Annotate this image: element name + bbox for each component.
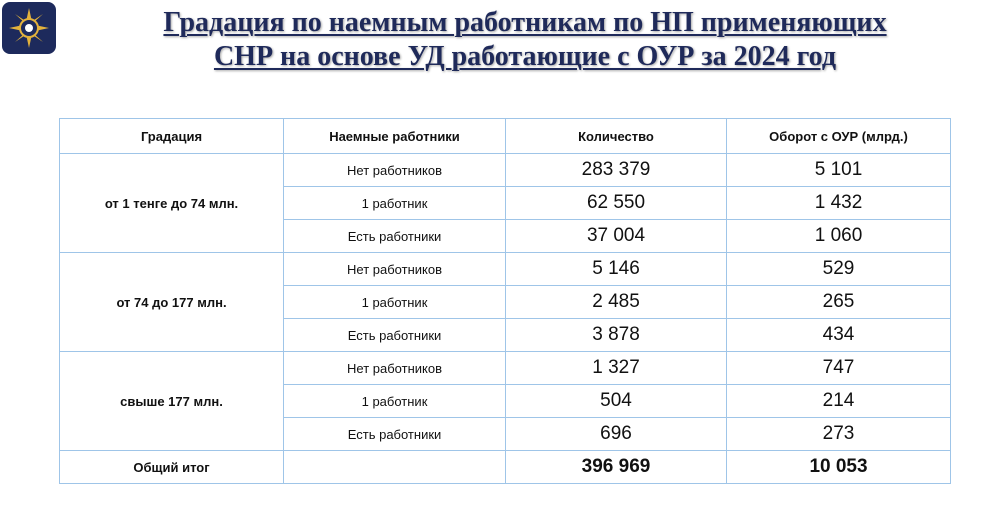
workers-cell: 1 работник: [284, 385, 506, 418]
header-turnover: Оборот с ОУР (млрд.): [727, 119, 951, 154]
table-row: [60, 253, 951, 286]
header-workers: Наемные работники: [284, 119, 506, 154]
header-count: Количество: [506, 119, 727, 154]
workers-cell: 1 работник: [284, 187, 506, 220]
workers-cell: Есть работники: [284, 220, 506, 253]
count-cell: 37 004: [506, 220, 727, 253]
title-line-1: Градация по наемным работникам по НП применяющих: [163, 7, 887, 38]
logo: [2, 2, 56, 54]
count-cell: 504: [506, 385, 727, 418]
workers-cell: Есть работники: [284, 319, 506, 352]
turnover-cell: 434: [727, 319, 951, 352]
workers-cell: Нет работников: [284, 154, 506, 187]
count-cell: 5 146: [506, 253, 727, 286]
count-cell: 696: [506, 418, 727, 451]
table-row: [60, 352, 951, 385]
page-title: [60, 6, 990, 74]
title-line-2: СНР на основе УД работающие с ОУР за 2024 год: [213, 41, 837, 72]
total-count: 396 969: [506, 451, 727, 484]
turnover-cell: 529: [727, 253, 951, 286]
count-cell: 2 485: [506, 286, 727, 319]
gradation-table: [59, 118, 951, 484]
workers-cell: Нет работников: [284, 253, 506, 286]
workers-cell: Есть работники: [284, 418, 506, 451]
table-row: [60, 154, 951, 187]
count-cell: 3 878: [506, 319, 727, 352]
emblem-icon: [7, 6, 51, 50]
group-label: от 1 тенге до 74 млн.: [60, 154, 284, 253]
turnover-cell: 1 060: [727, 220, 951, 253]
total-empty-cell: [284, 451, 506, 484]
group-label: от 74 до 177 млн.: [60, 253, 284, 352]
header-gradation: Градация: [60, 119, 284, 154]
group-label: свыше 177 млн.: [60, 352, 284, 451]
total-label: Общий итог: [60, 451, 284, 484]
turnover-cell: 5 101: [727, 154, 951, 187]
turnover-cell: 747: [727, 352, 951, 385]
count-cell: 283 379: [506, 154, 727, 187]
workers-cell: Нет работников: [284, 352, 506, 385]
header-row: [60, 119, 951, 154]
workers-cell: 1 работник: [284, 286, 506, 319]
count-cell: 1 327: [506, 352, 727, 385]
count-cell: 62 550: [506, 187, 727, 220]
total-turnover: 10 053: [727, 451, 951, 484]
turnover-cell: 214: [727, 385, 951, 418]
turnover-cell: 273: [727, 418, 951, 451]
turnover-cell: 1 432: [727, 187, 951, 220]
total-row: [60, 451, 951, 484]
turnover-cell: 265: [727, 286, 951, 319]
